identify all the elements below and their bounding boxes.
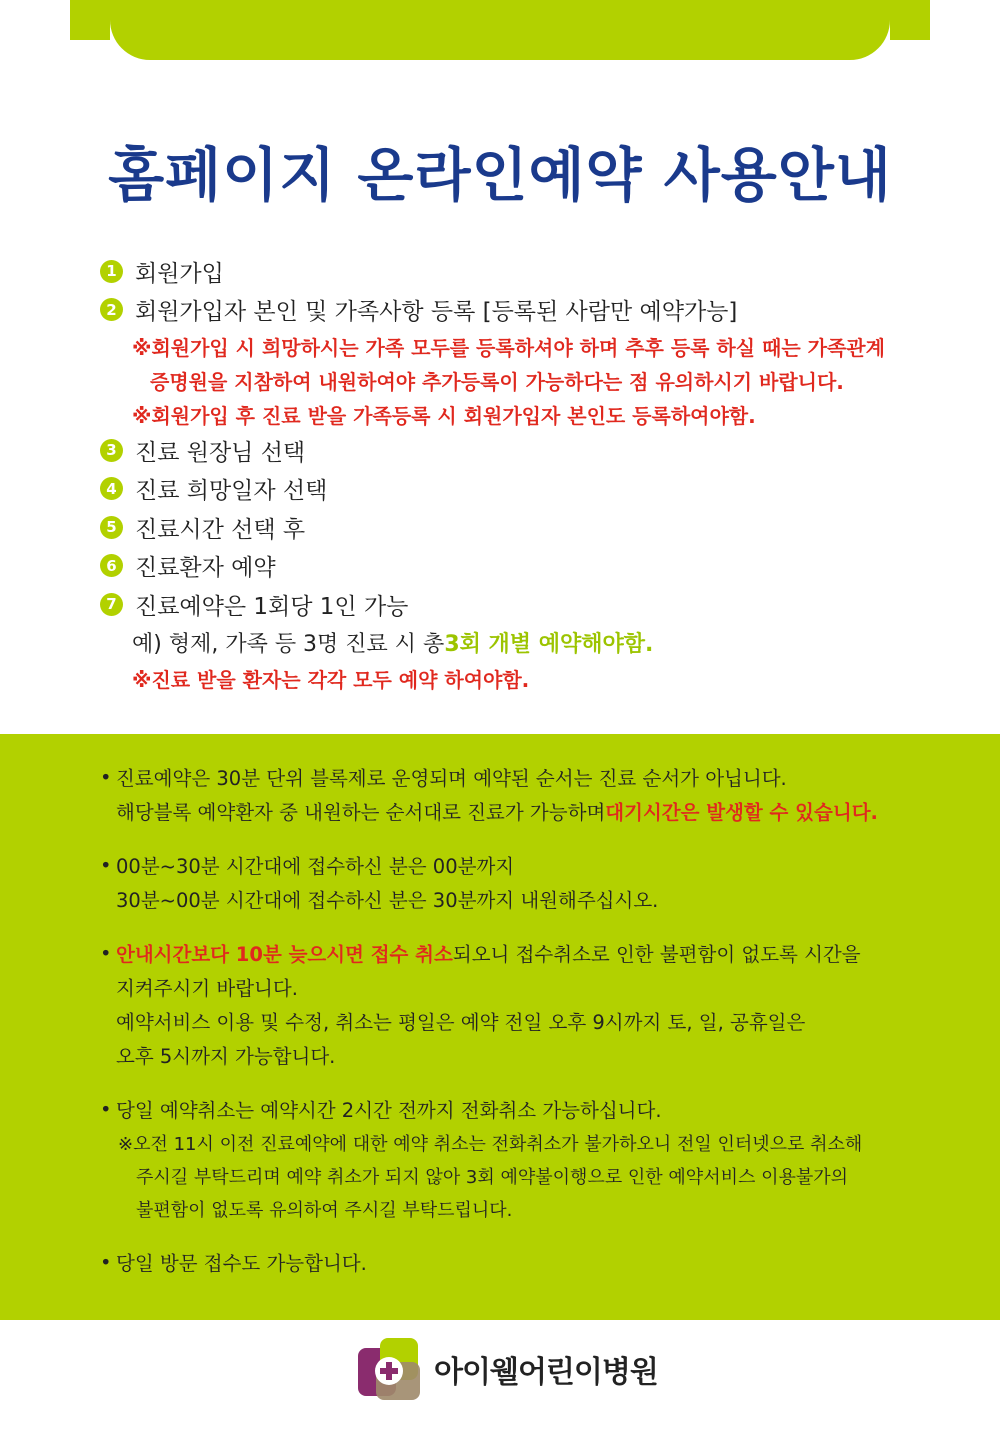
hospital-logo <box>358 1338 658 1400</box>
step-number-badge: 7 <box>100 593 123 616</box>
bullet-4 <box>100 1092 970 1126</box>
bullet-1-line-2 <box>100 794 970 828</box>
bullet-dot: • <box>100 1250 112 1274</box>
reservation-steps <box>100 252 960 696</box>
bullet-1-line-2-text: 해당블록 예약환자 중 내원하는 순서대로 진료가 가능하며 <box>116 801 606 824</box>
family-note-3: ※회원가입 후 진료 받을 가족등록 시 회원가입자 본인도 등록하여야함. <box>132 403 756 428</box>
step-number-badge: 6 <box>100 554 123 577</box>
family-note-2: 증명원을 지참하여 내원하여야 추가등록이 가능하다는 점 유의하시기 바랍니다. <box>150 369 844 394</box>
step-text: 진료환자 예약 <box>135 555 276 582</box>
hospital-cross-icon <box>358 1338 420 1400</box>
bullet-4-note-3: 불편함이 없도록 유의하여 주시길 부탁드립니다. <box>136 1199 513 1221</box>
bullet-3 <box>100 936 970 970</box>
step-text: 진료 원장님 선택 <box>135 439 306 466</box>
step-4 <box>100 470 960 509</box>
step-text: 진료예약은 1회당 1인 가능 <box>135 593 409 620</box>
bullet-2-line-1: 00분~30분 시간대에 접수하신 분은 00분까지 <box>116 855 515 878</box>
bullet-dot: • <box>100 853 112 877</box>
bullet-1 <box>100 760 970 794</box>
step-text: 진료시간 선택 후 <box>135 516 306 543</box>
bullet-3-line-3: 예약서비스 이용 및 수정, 취소는 평일은 예약 전일 오후 9시까지 토, 일, 공휴일은 <box>116 1011 806 1034</box>
bullet-1-line-1: 진료예약은 30분 단위 블록제로 운영되며 예약된 순서는 진료 순서가 아닙니다. <box>116 767 787 790</box>
example-line <box>100 624 960 662</box>
hospital-name: 아이웰어린이병원 <box>434 1355 658 1390</box>
step-text: 진료 희망일자 선택 <box>135 478 328 505</box>
step-5 <box>100 508 960 547</box>
bullet-1-line-2-red: 대기시간은 발생할 수 있습니다. <box>605 801 878 824</box>
bullet-5-line-1: 당일 방문 접수도 가능합니다. <box>116 1252 367 1275</box>
bullet-2 <box>100 848 970 882</box>
bullet-dot: • <box>100 765 112 789</box>
top-tab-decoration <box>110 0 890 60</box>
bullet-5 <box>100 1245 970 1279</box>
step-number-badge: 2 <box>100 298 123 321</box>
step-1 <box>100 252 960 291</box>
bullet-4-note-2: 주시길 부탁드리며 예약 취소가 되지 않아 3회 예약불이행으로 인한 예약서비스 이용불가의 <box>136 1166 849 1188</box>
step-text: 회원가입자 본인 및 가족사항 등록 [등록된 사람만 예약가능] <box>135 299 738 326</box>
bullet-3-line-1: 되오니 접수취소로 인한 불편함이 없도록 시간을 <box>452 943 861 966</box>
step-number-badge: 4 <box>100 477 123 500</box>
bullet-3-line-2: 지켜주시기 바랍니다. <box>116 977 298 1000</box>
bullet-3-red: 안내시간보다 10분 늦으시면 접수 취소 <box>116 943 453 966</box>
info-bullets <box>100 760 970 1279</box>
step-number-badge: 1 <box>100 260 123 283</box>
step-3 <box>100 431 960 470</box>
page-title: 홈페이지 온라인예약 사용안내 <box>108 141 892 209</box>
bullet-2-line-2: 30분~00분 시간대에 접수하신 분은 30분까지 내원해주십시오. <box>116 889 659 912</box>
example-prefix: 예) 형제, 가족 등 3명 진료 시 총 <box>132 632 445 657</box>
bullet-dot: • <box>100 1097 112 1121</box>
step-number-badge: 3 <box>100 439 123 462</box>
info-panel <box>0 734 1000 1320</box>
step-2 <box>100 291 960 330</box>
step-text: 회원가입 <box>135 260 224 287</box>
bullet-dot: • <box>100 941 112 965</box>
patients-note: ※진료 받을 환자는 각각 모두 예약 하여야함. <box>132 668 530 692</box>
bullet-4-note-1: ※오전 11시 이전 진료예약에 대한 예약 취소는 전화취소가 불가하오니 전일 인터넷으로 취소해 <box>118 1133 863 1155</box>
bullet-4-line-1: 당일 예약취소는 예약시간 2시간 전까지 전화취소 가능하십니다. <box>116 1099 662 1122</box>
step-number-badge: 5 <box>100 516 123 539</box>
bullet-3-line-4: 오후 5시까지 가능합니다. <box>116 1045 336 1068</box>
step-7 <box>100 585 960 624</box>
example-highlight: 3회 개별 예약해야함. <box>444 632 654 657</box>
family-note-1: ※회원가입 시 희망하시는 가족 모두를 등록하셔야 하며 추후 등록 하실 때는 가족관계 <box>132 335 885 360</box>
step-6 <box>100 547 960 586</box>
